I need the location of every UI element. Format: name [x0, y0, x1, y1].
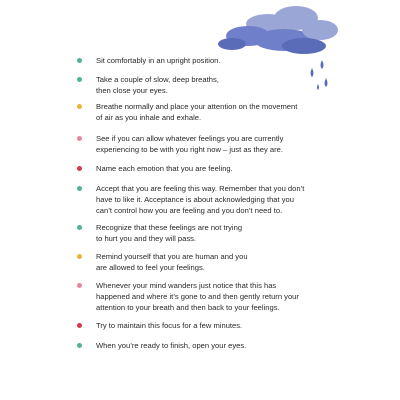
step-line: Remind yourself that you are human and you: [96, 252, 248, 261]
step-line: experiencing to be with you right now – just as they are.: [96, 145, 283, 154]
bullet-dot-icon: [77, 343, 82, 348]
step-text: [96, 55, 396, 66]
step-line: Sit comfortably in an upright position.: [96, 56, 221, 65]
bullet-dot-icon: [77, 166, 82, 171]
step-line: Recognize that these feelings are not trying: [96, 223, 243, 232]
bullet-dot-icon: [77, 58, 82, 63]
step-line: of air as you inhale and exhale.: [96, 113, 202, 122]
step-line: are allowed to feel your feelings.: [96, 263, 205, 272]
step-line: Try to maintain this focus for a few minutes.: [96, 321, 243, 330]
step-line: can’t control how you are feeling and you don’t need to.: [96, 206, 283, 215]
step-line: Take a couple of slow, deep breaths,: [96, 75, 219, 84]
bullet-dot-icon: [77, 225, 82, 230]
step-line: When you’re ready to finish, open your eyes.: [96, 341, 247, 350]
step-line: happened and where it’s gone to and then gently return your: [96, 292, 299, 301]
step-text: [96, 74, 396, 96]
step-text: [96, 163, 396, 174]
step-line: Whenever your mind wanders just notice that this has: [96, 281, 277, 290]
bullet-dot-icon: [77, 254, 82, 259]
bullet-dot-icon: [77, 323, 82, 328]
bullet-dot-icon: [77, 283, 82, 288]
step-text: [96, 133, 396, 155]
step-line: See if you can allow whatever feelings you are currently: [96, 134, 284, 143]
step-text: [96, 222, 396, 244]
bullet-dot-icon: [77, 136, 82, 141]
step-line: attention to your breath and then back to your feelings.: [96, 303, 280, 312]
step-text: [96, 320, 396, 331]
step-text: [96, 101, 396, 123]
step-line: Accept that you are feeling this way. Remember that you don’t: [96, 184, 305, 193]
step-text: [96, 183, 396, 216]
step-text: [96, 340, 396, 351]
step-line: then close your eyes.: [96, 86, 168, 95]
step-line: Name each emotion that you are feeling.: [96, 164, 233, 173]
step-line: have to like it. Acceptance is about acknowledging that you: [96, 195, 294, 204]
step-text: [96, 280, 396, 313]
step-line: Breathe normally and place your attention on the movement: [96, 102, 298, 111]
step-text: [96, 251, 396, 273]
bullet-dot-icon: [77, 186, 82, 191]
bullet-dot-icon: [77, 104, 82, 109]
bullet-dot-icon: [77, 77, 82, 82]
step-line: to hurt you and they will pass.: [96, 234, 197, 243]
